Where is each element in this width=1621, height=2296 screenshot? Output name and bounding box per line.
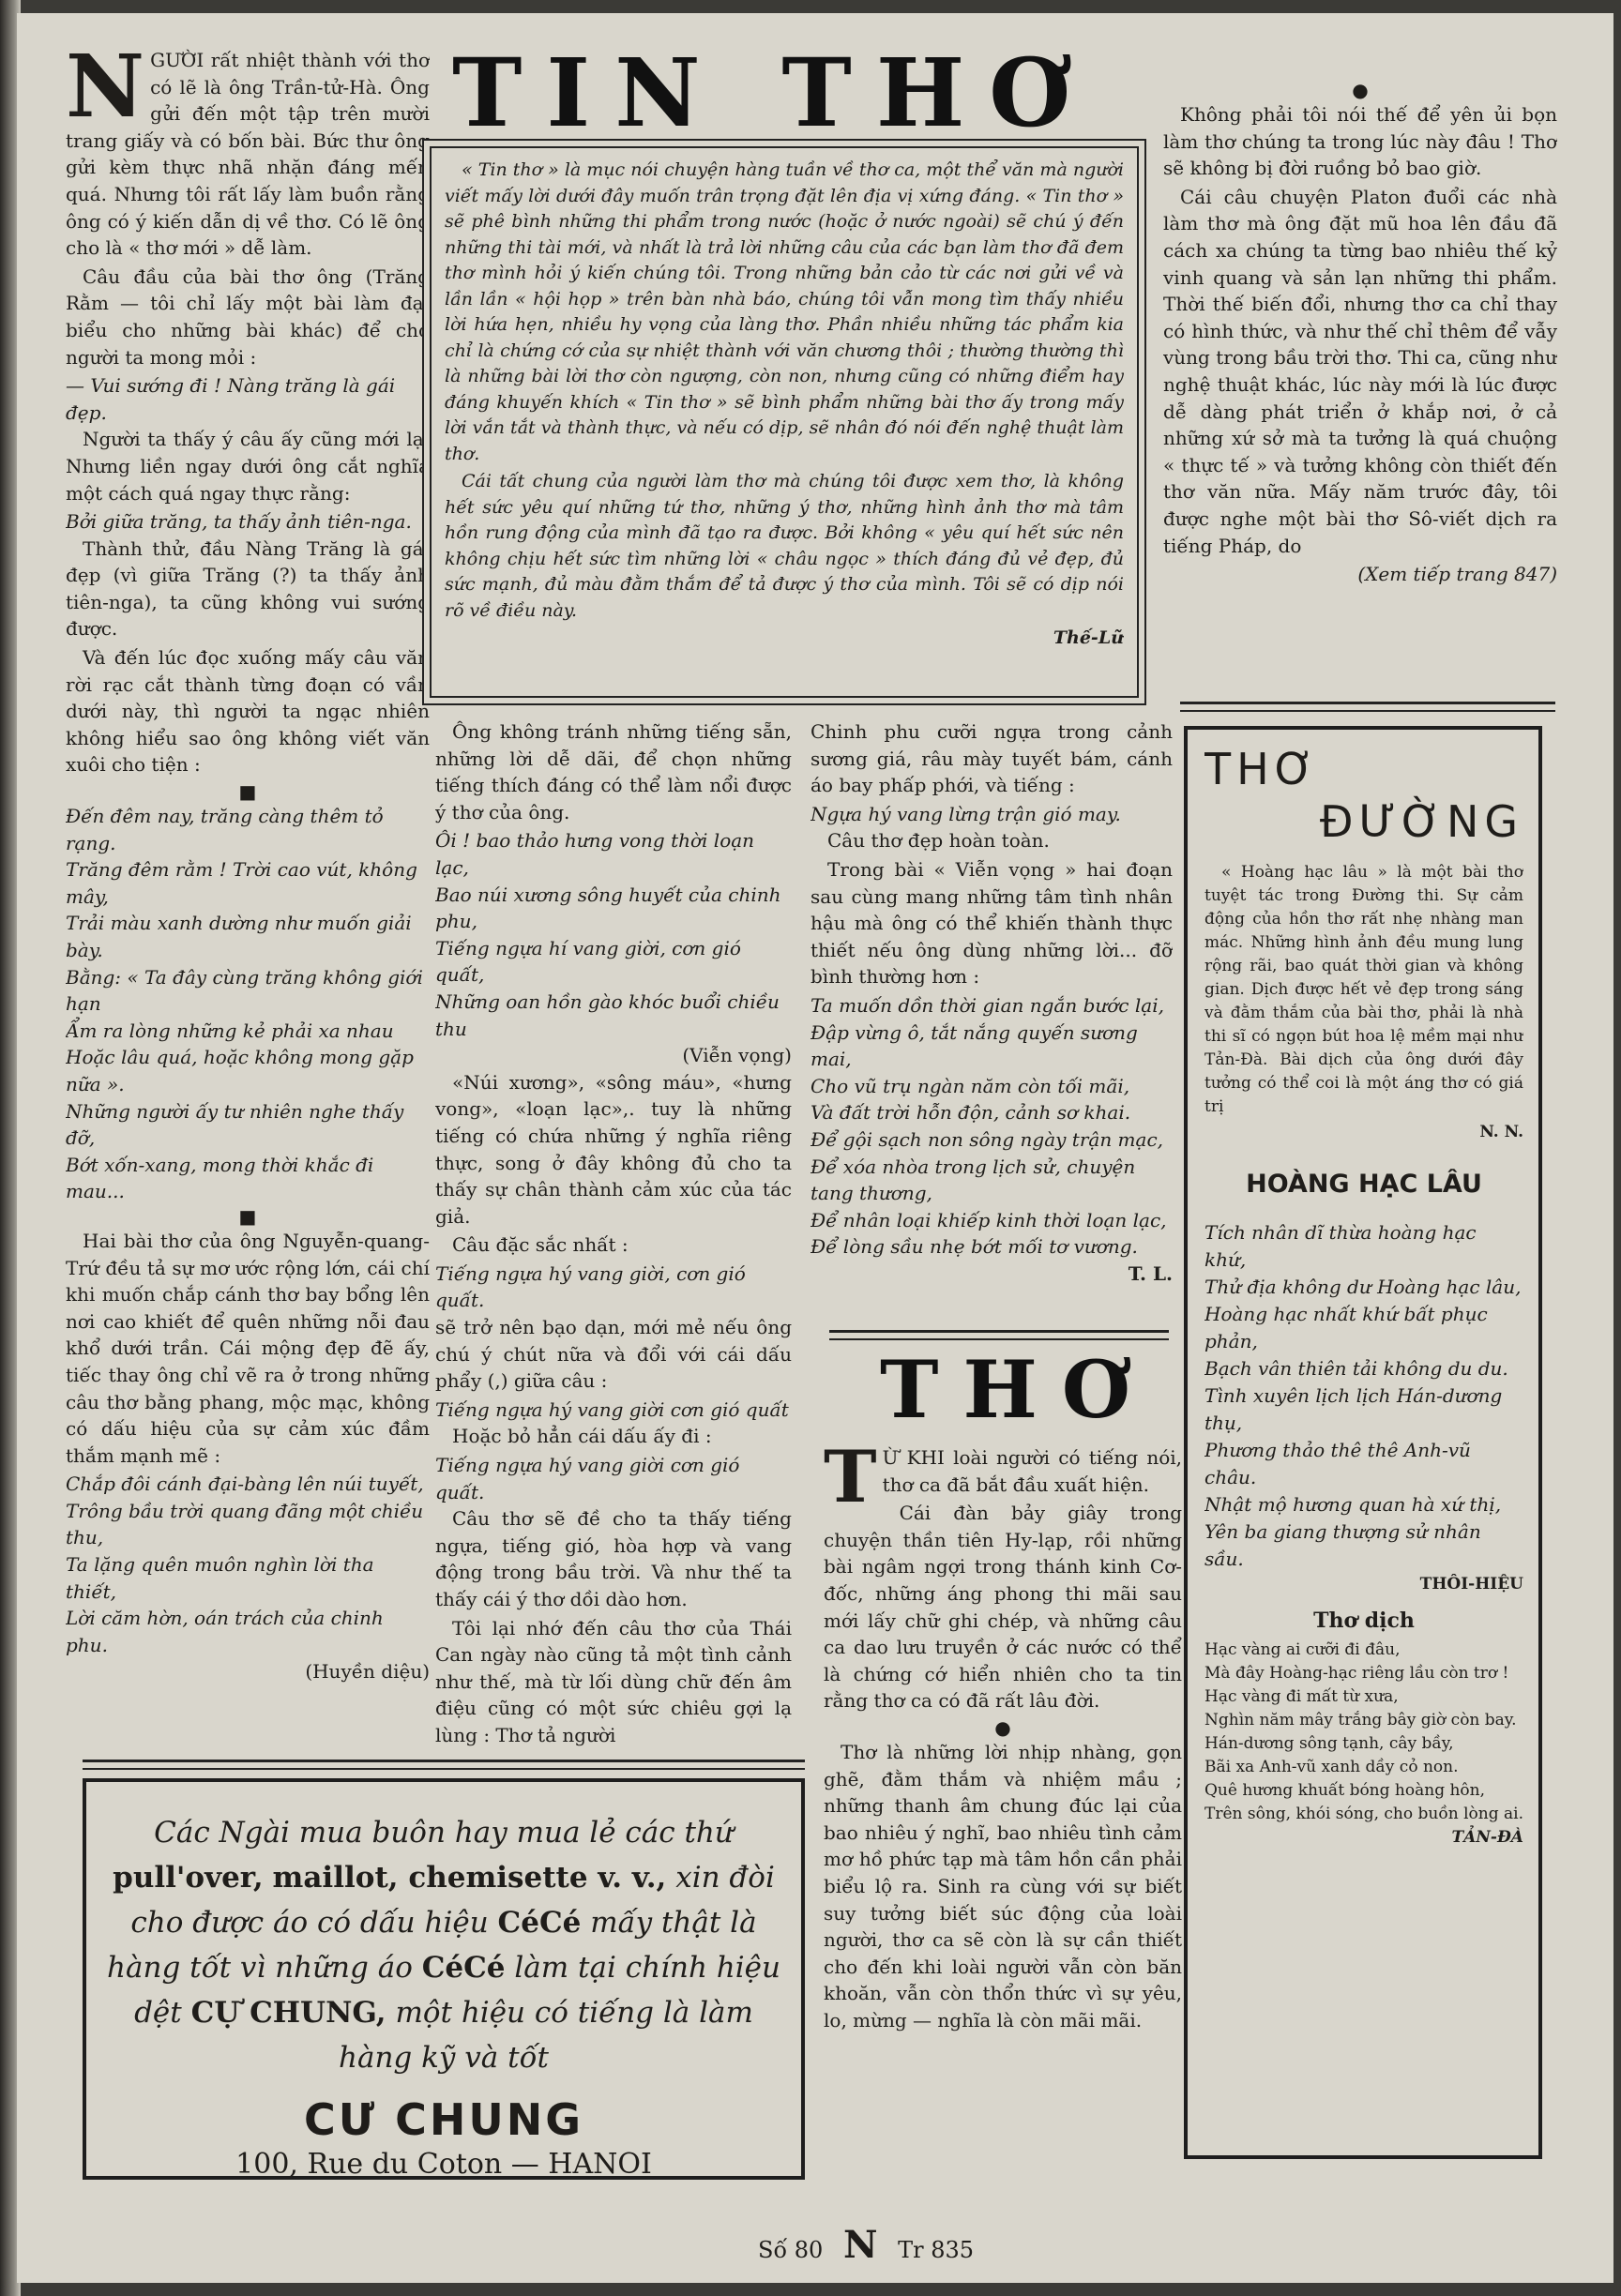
ad-text: Các Ngài mua buôn hay mua lẻ các thứ	[154, 1816, 734, 1850]
tin-tho-title: TIN THƠ	[452, 38, 1096, 148]
col1-paragraph: Thành thử, đầu Nàng Trăng là gái đẹp (vì giữa Trăng (?) ta thấy ảnh tiên-nga), ta cũng không vui sướng được.	[66, 536, 430, 641]
verse-line: Ta lặng quên muôn nghìn lời tha thiết,	[66, 1553, 374, 1603]
verse-line: Và đất trời hỗn độn, cảnh sơ khai.	[810, 1101, 1131, 1125]
verse-line: Chắp đôi cánh đại-bàng lên núi tuyết,	[66, 1473, 424, 1496]
verse-line: Trăng đêm rằm ! Trời cao vút, không mây,	[66, 858, 417, 908]
col3-paragraph: Chinh phu cưỡi ngựa trong cảnh sương giá, râu mày tuyết bám, cánh áo bay phấp phới, và tiếng :	[810, 720, 1173, 797]
tho-duong-title-line2: ĐƯỜNG	[1319, 796, 1523, 847]
newspaper-page	[17, 13, 1613, 2283]
verse-line: Trông bầu trời quang đãng một chiều thu,	[66, 1499, 424, 1549]
tho-title: THƠ	[880, 1343, 1156, 1436]
verse-line: Lời căm hờn, oán trách của chinh phu.	[66, 1607, 384, 1656]
col2-paragraph: Tôi lại nhớ đến câu thơ của Thái Can ngày nào cũng tả một tình cảnh như thế, mà từ lối dùng chữ đến âm điệu cũng có một sức chiêu gợi lạ lùng : Thơ tả người	[435, 1616, 792, 1746]
poem-title: HOÀNG HẠC LÂU	[1246, 1170, 1482, 1199]
verse-line: — Vui sướng đi ! Nàng trăng là gái đẹp.	[66, 374, 396, 424]
verse-line: Tiếng ngựa hý vang giời, cơn gió quất.	[435, 1261, 746, 1312]
page-footer	[758, 2223, 974, 2267]
ad-brand: CéCé	[497, 1906, 582, 1940]
translation-line: Hạc vàng ai cưỡi đi đâu,	[1204, 1640, 1401, 1659]
verse-line: Trải màu xanh dường như muốn giải bày.	[66, 912, 412, 961]
intro-paragraph: Cái tất chung của người làm thơ mà chúng tôi được xem thơ, là không hết sức yêu quí những tứ thơ, những ý thơ, những hình ảnh thơ mà tâm hồn rung động của mình đã tạo ra được. Bởi không « yêu quí hết sức nên không chịu hết sức tìm những lời « châu ngọc » thích đáng đủ vẻ đẹp, đủ sức mạnh, đủ màu đằm thắm để tả được ý thơ của mình. Tôi sẽ có dịp nói rõ về điều này.	[445, 471, 1124, 621]
magazine-logo: N	[842, 2223, 878, 2267]
translation-line: Bãi xa Anh-vũ xanh dầy cỏ non.	[1204, 1758, 1459, 1776]
ad-address: 100, Rue du Coton — HANOI	[235, 2148, 652, 2181]
issue-number: Số 80	[758, 2237, 824, 2263]
cu-chung-advertisement	[83, 1778, 805, 2180]
verse-line: Bớt xốn-xang, mong thời khắc đi mau...	[66, 1153, 374, 1203]
tho-paragraph: Ừ KHI loài người có tiếng nói, thơ ca đã bắt đầu xuất hiện.	[882, 1446, 1182, 1496]
poem-line: Yên ba giang thượng sử nhân sầu.	[1204, 1520, 1481, 1570]
translation-signature: TẢN-ĐÀ	[1451, 1828, 1523, 1847]
ad-brand: CéCé	[421, 1951, 506, 1985]
verse-line: Tiếng ngựa hý vang giời cơn gió quất.	[435, 1454, 740, 1503]
verse-line: Đập vừng ô, tắt nắng quyến sương mai,	[810, 1020, 1138, 1071]
intro-paragraph: « Tin thơ » là mục nói chuyện hàng tuần về thơ ca, một thể văn mà người viết mấy lời dưới đây muốn trân trọng đặt lên địa vị xứng đáng. « Tin thơ » sẽ phê bình những thi phẩm trong nước (hoặc ở nước ngoài) sẽ chú ý đến những thi tài mới, và nhất là trả lời những câu của các bạn làm thơ đã đem thơ mình hỏi ý kiến chúng tôi. Trong những bản cảo từ các nơi gửi về và lần lần « hội họp » trên bàn nhà báo, chúng tôi vẫn mong tìm thấy nhiều lời hứa hẹn, nhiều hy vọng của làng thơ. Phần nhiều những tác phẩm kia chỉ là chứng cớ của sự nhiệt thành với văn chương thôi ; thường thường thì là những bài lời thơ còn ngượng, còn non, nhưng cũng có những điểm hay đáng khuyến khích « Tin thơ » sẽ bình phẩm những bài thơ ấy trong mấy lời vắn tắt và thành thực, và nếu có dịp, sẽ nhân đó nói đến nghệ thuật làm thơ.	[445, 159, 1124, 464]
tho-duong-title-line1: THƠ	[1204, 744, 1320, 794]
col1-paragraph: Và đến lúc đọc xuống mấy câu văn rời rạc cắt thành từng đoạn có vần dưới này, thì người ta ngạc nhiên không hiểu sao ông không viết văn xuôi cho tiện :	[66, 646, 430, 777]
col1-paragraph: Người ta thấy ý câu ấy cũng mới lạ. Nhưng liền ngay dưới ông cắt nghĩa một cách quá ngay thực rằng:	[66, 428, 430, 505]
intro-signature: N. N.	[1479, 1123, 1523, 1141]
col2-paragraph: sẽ trở nên bạo dạn, mới mẻ nếu ông chú ý chút nữa và đổi với cái dấu phẩy (,) giữa câu :	[435, 1316, 792, 1393]
verse-line: Những oan hồn gào khóc buổi chiều thu	[435, 989, 780, 1040]
tho-article	[824, 1444, 1182, 2176]
col1-paragraph: Hai bài thơ của ông Nguyễn-quang-Trứ đều tả sự mơ ước rộng lớn, cái chí khi muốn chắp cánh thơ bay bổng lên nơi cao khiết để quên những nỗi đau khổ dưới trần. Cái mộng đẹp đẽ ấy, tiếc thay ông chỉ vẽ ra ở trong những câu thơ bằng phang, mộc mạc, không có dấu hiệu của sự cảm xúc đầm thắm mạnh mẽ :	[66, 1229, 430, 1467]
verse-line: Tiếng ngựa hý vang giời cơn gió quất	[435, 1397, 789, 1421]
col2-paragraph: Câu thơ sẽ đề cho ta thấy tiếng ngựa, tiếng gió, hòa hợp và vang động trong bầu trời. Và như thế ta thấy cái ý thơ dồi dào hơn.	[435, 1507, 792, 1610]
verse-line: Ngựa hý vang lừng trận gió may.	[810, 802, 1121, 825]
translation-line: Nghìn năm mây trắng bây giờ còn bay.	[1204, 1711, 1517, 1730]
author-signature: T. L.	[1128, 1261, 1173, 1285]
tho-paragraph: Cái đàn bảy giây trong chuyện thần tiên Hy-lạp, rồi những bài ngâm ngợi trong thánh kinh Cơ-đốc, những áng phong thi mãi sau mới lấy chữ ghi chép, và những câu ca dao lưu truyền ở các nước có thể là chứng cớ hiển nhiên cho ta tin rằng thơ ca có đã rất lâu đời.	[824, 1502, 1182, 1713]
verse-line: Ôi ! bao thảo hưng vong thời loạn lạc,	[435, 829, 755, 879]
verse-line: Để lòng sầu nhẹ bớt mối tơ vương.	[810, 1235, 1138, 1259]
tho-duong-box	[1184, 726, 1542, 2159]
ad-text: mấy thật là hàng tốt vì những áo	[107, 1906, 757, 1985]
separator-dot: ●	[1352, 79, 1369, 101]
separator-dot: ■	[238, 1204, 257, 1228]
ad-text: xin đòi cho được áo có dấu hiệu	[130, 1861, 775, 1940]
translation-line: Quê hương khuất bóng hoàng hôn,	[1204, 1781, 1486, 1800]
verse-line: Đến đêm nay, trăng càng thêm tỏ rạng.	[66, 805, 384, 854]
col2-paragraph: «Núi xương», «sông máu», «hưng vong», «loạn lạc»,. tuy là những tiếng có chứa những ý nghĩa riêng thực, song ở đây không đủ cho ta thấy sự chân thành cảm xúc của tác giả.	[435, 1070, 792, 1228]
verse-line: Cho vũ trụ ngàn năm còn tối mãi,	[810, 1074, 1130, 1097]
col4-paragraph: Cái câu chuyện Platon đuổi các nhà làm thơ mà ông đặt mũ hoa lên đầu đã cách xa chúng ta từng bao nhiêu thế kỷ vinh quang và sản lạn những thi phẩm. Thời thế biến đổi, nhưng thơ ca chỉ thay có hình thức, và như thế chỉ thêm để vẫy vùng trong bầu trời thơ. Thi ca, cũng như nghệ thuật khác, lúc này mới là lúc được dễ dàng phát triển ở khắp nơi, ở cả những xứ sở mà ta tưởng là quá chuộng « thực tế » và tưởng không còn thiết đến thơ văn nữa. Mấy năm trước đây, tôi được nghe một bài thơ Sô-viết dịch ra tiếng Pháp, do	[1163, 185, 1557, 557]
source-citation: (Huyền diệu)	[305, 1660, 430, 1684]
column-3-article	[810, 718, 1173, 1319]
translation-line: Mà đây Hoàng-hạc riêng lầu còn trơ !	[1204, 1664, 1509, 1683]
ad-company-name: CƯ CHUNG	[303, 2094, 584, 2145]
separator-dot: ●	[994, 1715, 1011, 1739]
verse-line: Để xóa nhòa trong lịch sử, chuyện tang thương,	[810, 1155, 1136, 1205]
verse-line: Hoặc lâu quá, hoặc không mong gặp nữa ».	[66, 1046, 414, 1095]
tho-paragraph: Thơ là những lời nhịp nhàng, gọn ghẽ, đằm thắm và nhiệm mầu ; những thanh âm chung đúc lại của bao nhiêu ý nghĩ, bao nhiêu tình cảm mơ hồ phức tạp mà tâm hồn cần phải biểu lộ ra. Sinh ra cùng với sự biết suy tưởng biết súc động của loài người, thơ ca sẽ còn là sự cần thiết cho đến khi loài người vẫn còn băn khoăn, vẫn còn thổn thức vì sự yêu, lo, mừng — nghĩa là còn mãi mãi.	[824, 1740, 1182, 2032]
source-citation: (Viễn vọng)	[682, 1044, 792, 1067]
dropcap-n: N	[66, 47, 145, 137]
page-number: Tr 835	[898, 2237, 975, 2263]
col2-paragraph: Hoặc bỏ hẳn cái dấu ấy đi :	[452, 1425, 712, 1448]
col2-paragraph: Ông không tránh những tiếng sẵn, những lời dễ dãi, để chọn những tiếng thích đáng có thể làm nổi được ý thơ của ông.	[435, 720, 792, 823]
translation-title: Thơ dịch	[1313, 1609, 1415, 1633]
ad-item: pull'over,	[113, 1861, 264, 1895]
poem-line: Thử địa không dư Hoàng hạc lâu,	[1204, 1276, 1522, 1298]
poem-line: Phương thảo thê thê Anh-vũ châu.	[1204, 1439, 1471, 1488]
poem-line: Tình xuyên lịch lịch Hán-dương thụ,	[1204, 1384, 1503, 1434]
verse-line: Ẩm ra lòng những kẻ phải xa nhau	[66, 1019, 394, 1042]
verse-line: Ta muốn dồn thời gian ngắn bước lại,	[810, 993, 1164, 1017]
col2-paragraph: Câu đặc sắc nhất :	[452, 1233, 629, 1257]
section-rule	[83, 1760, 805, 1770]
column-2-article	[435, 718, 792, 1750]
translation-line: Trên sông, khói sóng, cho buồn lòng ai.	[1204, 1805, 1523, 1823]
verse-line: Bằng: « Ta đây cùng trăng không giới hạn	[66, 965, 423, 1016]
continued-note: (Xem tiếp trang 847)	[1357, 563, 1557, 586]
ad-text: làm tại chính hiệu dệt	[134, 1951, 780, 2030]
poem-line: Bạch vân thiên tải không du du.	[1204, 1357, 1508, 1380]
verse-line: Để nhân loại khiếp kinh thời loạn lạc,	[810, 1208, 1167, 1231]
separator-dot: ■	[238, 780, 257, 804]
verse-line: Bao núi xương sông huyết của chinh phu,	[435, 883, 781, 933]
poem-line: Tích nhân dĩ thừa hoàng hạc khứ,	[1204, 1221, 1477, 1271]
col3-paragraph: Trong bài « Viễn vọng » hai đoạn sau cùng mang những tâm tình nhân hậu mà ông có thể khiến thành thực thiết nếu ông dùng những lời... đỡ bình thường hơn :	[810, 857, 1173, 989]
ad-item: maillot, chemisette v. v.,	[272, 1861, 667, 1895]
col4-paragraph: Không phải tôi nói thế để yên ủi bọn làm thơ chúng ta trong lúc này đâu ! Thơ sẽ không bị đời ruồng bỏ bao giờ.	[1163, 103, 1557, 180]
ad-maker: CỰ CHUNG,	[190, 1996, 386, 2030]
verse-line: Để gội sạch non sông ngày trận mạc,	[810, 1127, 1164, 1151]
column-4-article	[1163, 79, 1557, 688]
author-signature: Thế-Lữ	[1053, 627, 1124, 648]
translation-line: Hạc vàng đi mất từ xưa,	[1204, 1687, 1399, 1706]
section-rule	[1180, 702, 1555, 712]
tin-tho-intro-box	[422, 139, 1146, 705]
ad-text: một hiệu có tiếng là làm hàng kỹ và tốt	[339, 1996, 753, 2075]
col1-paragraph: Câu đầu của bài thơ ông (Trăng Rằm — tôi chỉ lấy một bài làm đại biểu cho những bài khác) để cho người ta mong mỏi :	[66, 264, 430, 369]
translation-line: Hán-dương sông tạnh, cây bầy,	[1204, 1734, 1454, 1753]
section-rule	[829, 1330, 1169, 1340]
verse-line: Bởi giữa trăng, ta thấy ảnh tiên-nga.	[66, 510, 412, 534]
col3-paragraph: Câu thơ đẹp hoàn toàn.	[827, 829, 1050, 853]
poem-line: Hoàng hạc nhất khứ bất phục phản,	[1204, 1303, 1488, 1352]
tho-duong-intro: « Hoàng hạc lâu » là một bài thơ tuyệt tác trong Đường thi. Sự cảm động của hồn thơ rất nhẹ nhàng man mác. Những hình ảnh đều mung lung rộng rãi, bao quát thời gian và không gian. Dịch được hết vẻ đẹp trong sáng và đằm thắm của bài thơ, phải là nhà thi sĩ có ngọn bút hoa lệ mềm mại như Tản-Đà. Bài dịch của ông dưới đây tưởng có thể coi là một áng thơ có giá trị	[1204, 863, 1523, 1116]
dropcap-t: T	[824, 1444, 877, 1518]
verse-line: Những người ấy tư nhiên nghe thấy đỡ,	[66, 1099, 404, 1150]
poem-signature: THÔI-HIỆU	[1419, 1575, 1523, 1594]
poem-line: Nhật mộ hương quan hà xứ thị,	[1204, 1493, 1502, 1516]
column-1-article	[66, 47, 430, 1763]
col1-paragraph: GƯỜI rất nhiệt thành với thơ có lẽ là ông Trần-tử-Hà. Ông gửi đến một tập trên mười trang giấy và có bốn bài. Bức thư ông gửi kèm thực nhã nhặn đáng mến quá. Nhưng tôi rất lấy làm buồn rằng ông có ý kiến dẫn dị về thơ. Có lẽ ông cho là « thơ mới » dễ làm.	[66, 49, 430, 260]
verse-line: Tiếng ngựa hí vang giời, cơn gió quất,	[435, 936, 741, 987]
